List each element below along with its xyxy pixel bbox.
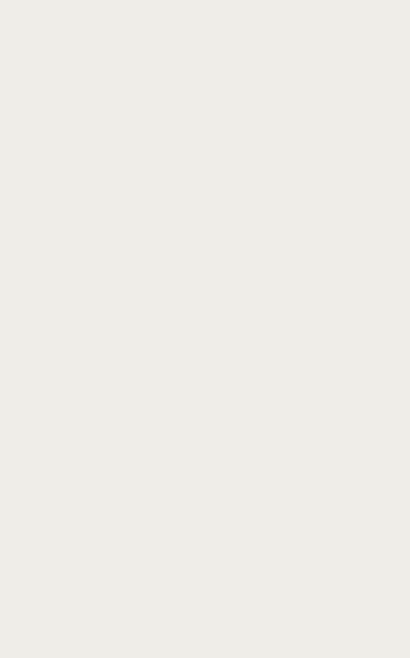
table-of-contents [10,41,376,73]
section-title [10,49,376,67]
